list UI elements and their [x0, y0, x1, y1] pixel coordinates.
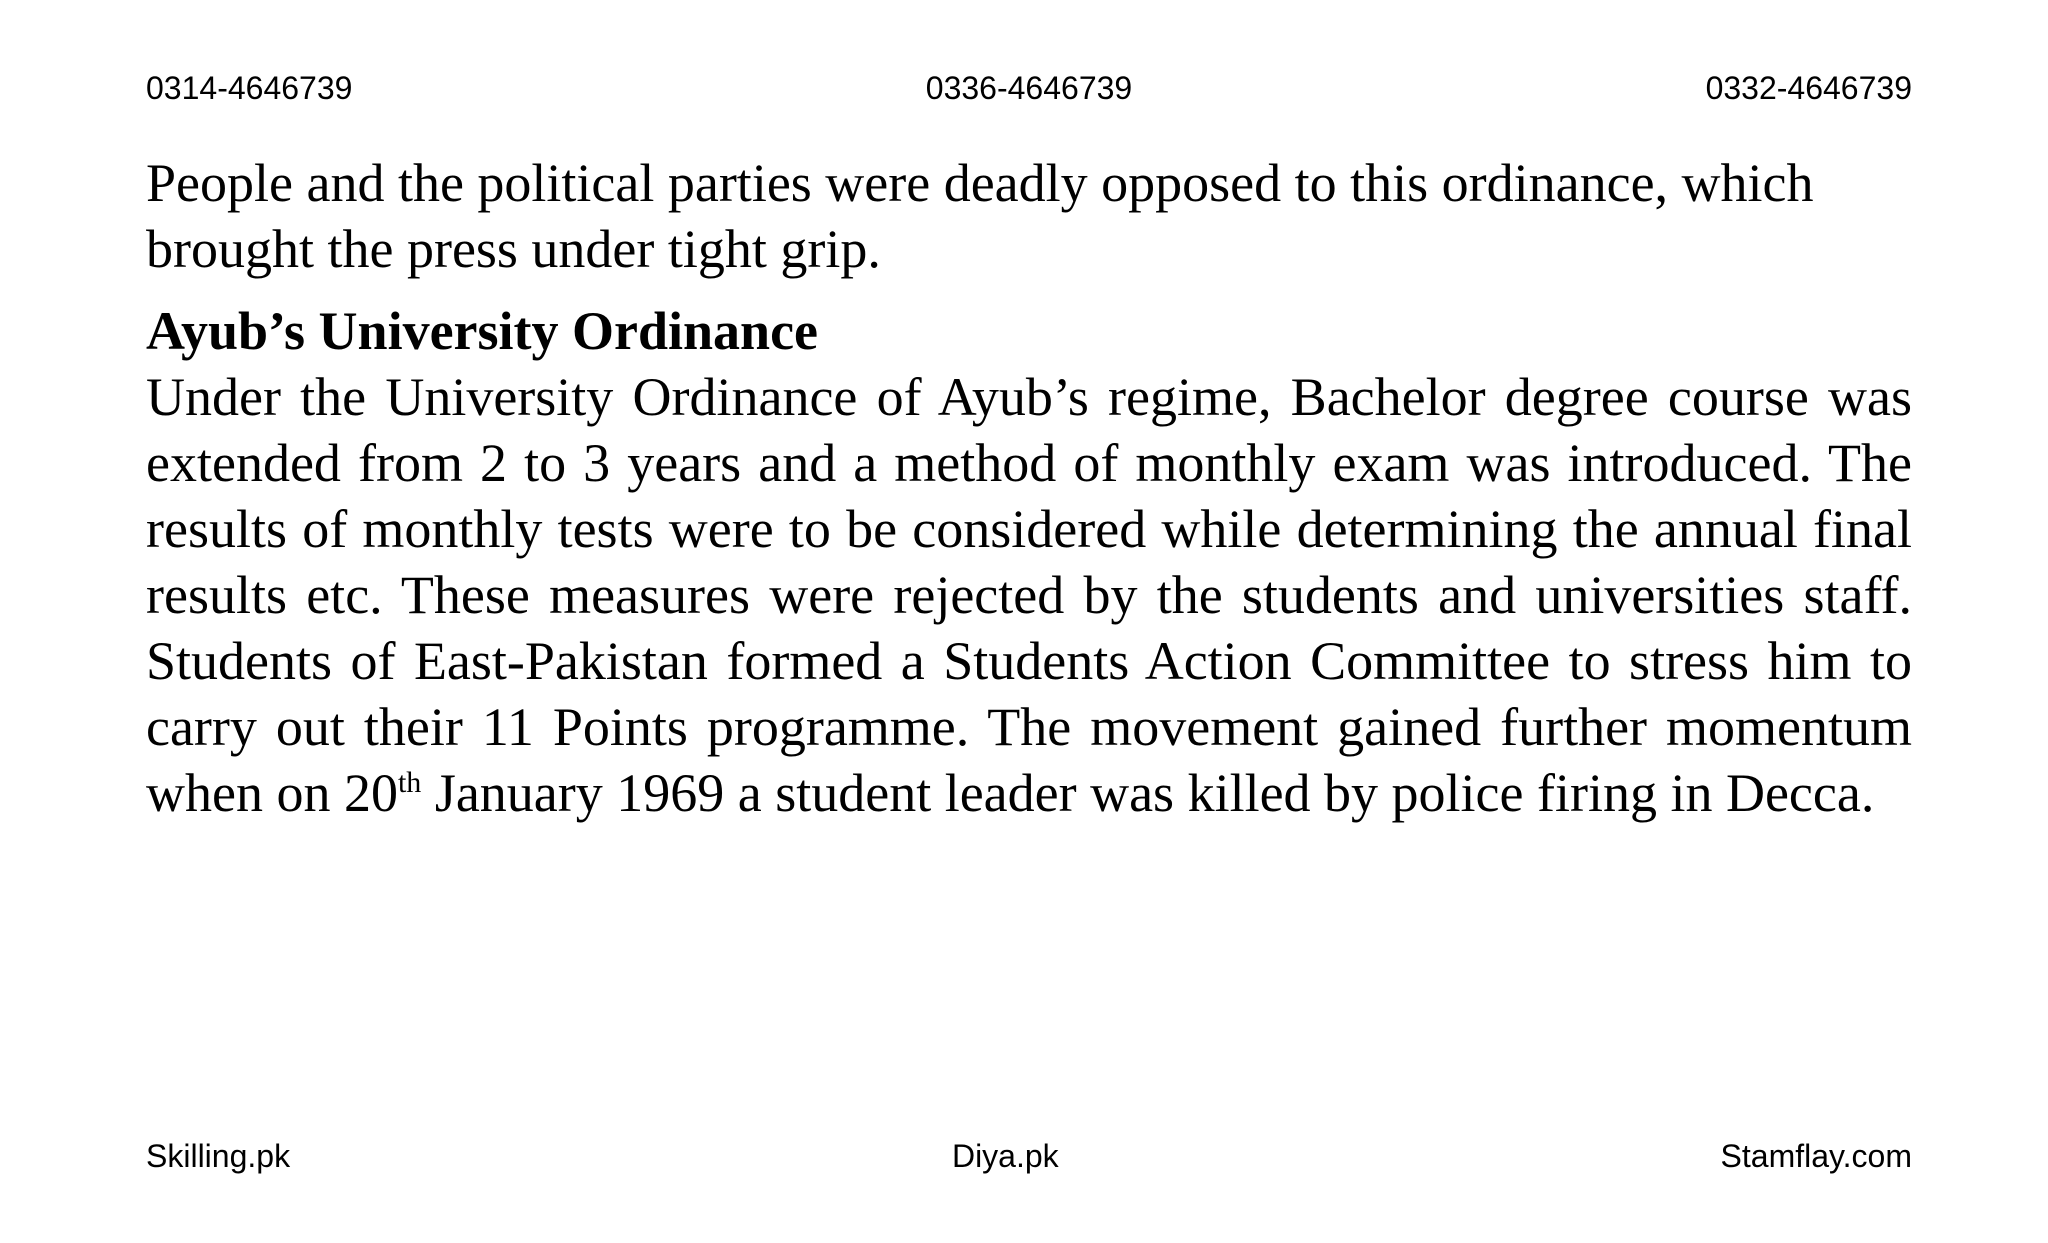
page-header — [146, 68, 1912, 108]
body-text-start: Under the University Ordinance of Ayub’s regime, Bachelor degree course was extended from 2 to 3 years and a method of monthly exam was introduced. The results of monthly tests were to be considered while determining the annual final results etc. These measures were rejected by the students and universities staff. Students of East-Pakistan formed a Students Action Committee to stress him to carry out their 11 Points programme. The movement gained further momentum when on 20 — [146, 367, 1912, 823]
ordinal-superscript: th — [397, 766, 422, 799]
intro-paragraph: People and the political parties were deadly opposed to this ordinance, which brought the press under tight grip. — [146, 153, 1814, 279]
body-paragraph — [146, 364, 1912, 826]
footer-site-left: Skilling.pk — [146, 1138, 291, 1174]
page-footer — [146, 1136, 1912, 1176]
section-heading: Ayub’s University Ordinance — [146, 301, 819, 361]
body-text-end: January 1969 a student leader was killed by police firing in Decca. — [421, 763, 1875, 823]
header-phone-center: 0336-4646739 — [925, 70, 1133, 106]
header-phone-right: 0332-4646739 — [1705, 70, 1912, 106]
page-content — [146, 150, 1912, 826]
footer-site-center: Diya.pk — [951, 1138, 1059, 1174]
footer-site-right: Stamflay.com — [1720, 1138, 1912, 1174]
header-phone-left: 0314-4646739 — [146, 70, 353, 106]
